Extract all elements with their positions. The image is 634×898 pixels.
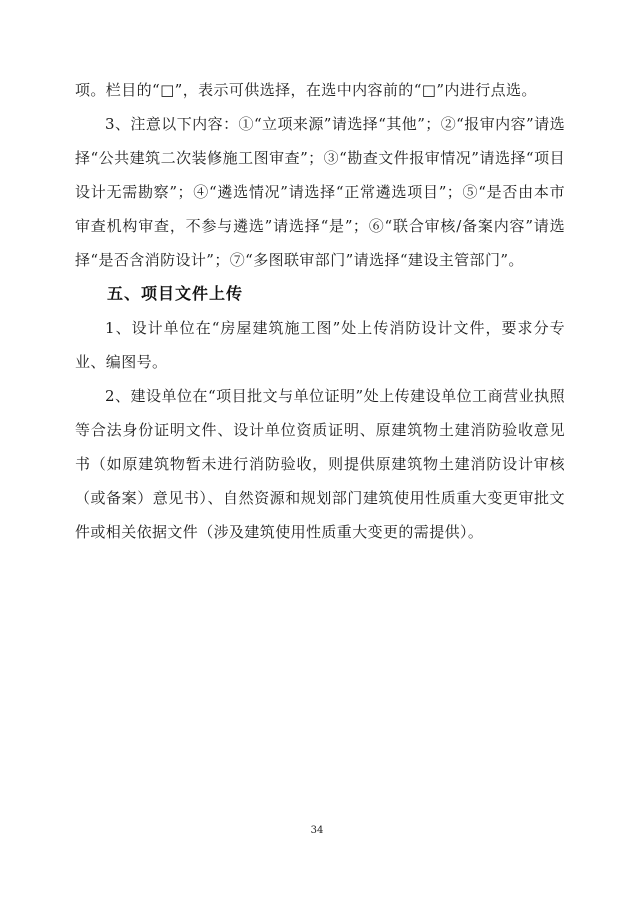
paragraph-item-2: 2、建设单位在“项目批文与单位证明”处上传建设单位工商营业执照等合法身份证明文件、设计单位资质证明、原建筑物土建消防验收意见书（如原建筑物暂未进行消防验收，则提供原建筑物土建消防设计审核（或备案）意见书）、自然资源和规划部门建筑使用性质重大变更审批文件或相关依据文件（涉及建筑使用性质重大变更的需提供）。 bbox=[75, 387, 565, 541]
page-footer bbox=[0, 818, 634, 837]
section-heading-file-upload: 五、项目文件上传 bbox=[107, 284, 244, 303]
paragraph-continuation: 项。栏目的“□”，表示可供选择，在选中内容前的“□”内进行点选。 bbox=[75, 81, 537, 99]
document-body bbox=[75, 73, 565, 549]
page-number: 34 bbox=[310, 825, 324, 836]
paragraph-item-1: 1、设计单位在“房屋建筑施工图”处上传消防设计文件，要求分专业、编图号。 bbox=[75, 319, 565, 371]
paragraph-note-item-3: 3、注意以下内容：①“立项来源”请选择“其他”；②“报审内容”请选择“公共建筑二次装修施工图审查”；③“勘查文件报审情况”请选择“项目设计无需勘察”；④“遴选情况”请选择“正常遴选项目”；⑤“是否由本市审查机构审查，不参与遴选”请选择“是”；⑥“联合审核/备案内容”请选择“是否含消防设计”；⑦“多图联审部门”请选择“建设主管部门”。 bbox=[75, 115, 565, 269]
